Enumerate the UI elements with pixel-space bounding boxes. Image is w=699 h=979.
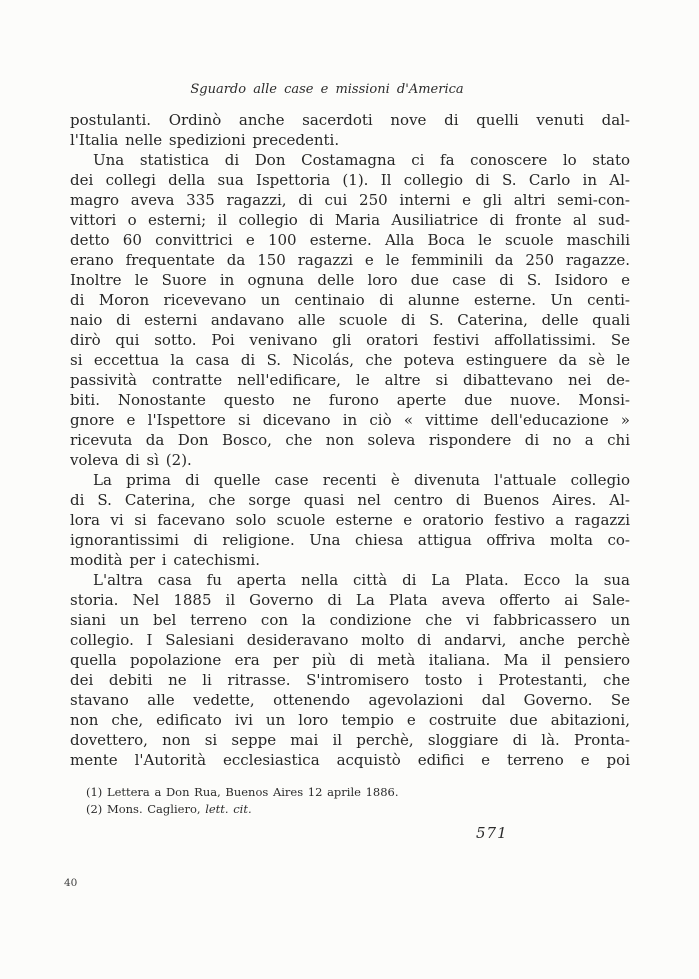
text-line: non che, edificato ivi un loro tempio e costruite due abitazioni, <box>70 711 630 729</box>
text-line: stavano alle vedette, ottenendo agevolazioni dal Governo. Se <box>70 691 630 709</box>
text-line: siani un bel terreno con la condizione che vi fabbricassero un <box>70 611 630 629</box>
text-line: di S. Caterina, che sorge quasi nel centro di Buenos Aires. Al- <box>70 491 630 509</box>
text-line: dirò qui sotto. Poi venivano gli oratori festivi affollatissimi. Se <box>70 331 630 349</box>
text-line: erano frequentate da 150 ragazzi e le femminili da 250 ragazze. <box>70 251 630 269</box>
text-line: passività contratte nell'edificare, le altre si dibattevano nei de- <box>70 371 630 389</box>
text-line: collegio. I Salesiani desideravano molto di andarvi, anche perchè <box>70 631 630 649</box>
text-line: dei debiti ne li ritrasse. S'intromisero tosto i Protestanti, che <box>70 671 630 689</box>
text-line: lora vi si facevano solo scuole esterne e oratorio festivo a ragazzi <box>70 511 630 529</box>
paragraph <box>70 570 630 770</box>
text-line: storia. Nel 1885 il Governo di La Plata aveva offerto ai Sale- <box>70 591 630 609</box>
text-line: vittori o esterni; il collegio di Maria Ausiliatrice di fronte al sud- <box>70 211 630 229</box>
text-line: ignorantissimi di religione. Una chiesa attigua offriva molta co- <box>70 531 630 549</box>
paragraph <box>70 110 630 150</box>
paragraph <box>70 150 630 470</box>
paragraph <box>70 470 630 570</box>
footnotes <box>86 784 630 818</box>
footnote-text: (2) Mons. Cagliero, <box>86 802 206 816</box>
text-line: L'altra casa fu aperta nella città di La Plata. Ecco la sua <box>93 571 630 589</box>
text-line: quella popolazione era per più di metà italiana. Ma il pensiero <box>70 651 630 669</box>
page-number: 571 <box>476 824 508 842</box>
text-line: naio di esterni andavano alle scuole di S. Caterina, delle quali <box>70 311 630 329</box>
text-line: Una statistica di Don Costamagna ci fa conoscere lo stato <box>93 151 630 169</box>
footnote <box>86 801 630 818</box>
text-line: Inoltre le Suore in ognuna delle loro due case di S. Isidoro e <box>70 271 630 289</box>
footnote-text: (1) Lettera a Don Rua, Buenos Aires 12 aprile 1886. <box>86 785 399 799</box>
footnote-citation: lett. cit. <box>205 802 252 816</box>
text-line: si eccettua la casa di S. Nicolás, che poteva estinguere da sè le <box>70 351 630 369</box>
text-line: dei collegi della sua Ispettoria (1). Il collegio di S. Carlo in Al- <box>70 171 630 189</box>
text-line: ricevuta da Don Bosco, che non soleva rispondere di no a chi <box>70 431 630 449</box>
running-head: Sguardo alle case e missioni d'America <box>190 82 464 97</box>
text-line: l'Italia nelle spedizioni precedenti. <box>70 131 340 149</box>
body-text <box>70 110 630 770</box>
text-line: detto 60 convittrici e 100 esterne. Alla Boca le scuole maschili <box>70 231 630 249</box>
text-line: gnore e l'Ispettore si dicevano in ciò « vittime dell'educazione » <box>70 411 630 429</box>
type-area <box>70 82 630 818</box>
text-line: voleva di sì (2). <box>70 451 192 469</box>
sheet-number: 40 <box>64 877 78 889</box>
text-line: mente l'Autorità ecclesiastica acquistò edifici e terreno e poi <box>70 751 630 769</box>
text-line: La prima di quelle case recenti è divenuta l'attuale collegio <box>93 471 630 489</box>
text-line: postulanti. Ordinò anche sacerdoti nove di quelli venuti dal- <box>70 111 630 129</box>
text-line: modità per i catechismi. <box>70 551 260 569</box>
footnote <box>86 784 630 801</box>
text-line: magro aveva 335 ragazzi, di cui 250 interni e gli altri semi-con- <box>70 191 630 209</box>
text-line: dovettero, non si seppe mai il perchè, sloggiare di là. Pronta- <box>70 731 630 749</box>
text-line: biti. Nonostante questo ne furono aperte due nuove. Monsi- <box>70 391 630 409</box>
text-line: di Moron ricevevano un centinaio di alunne esterne. Un centi- <box>70 291 630 309</box>
